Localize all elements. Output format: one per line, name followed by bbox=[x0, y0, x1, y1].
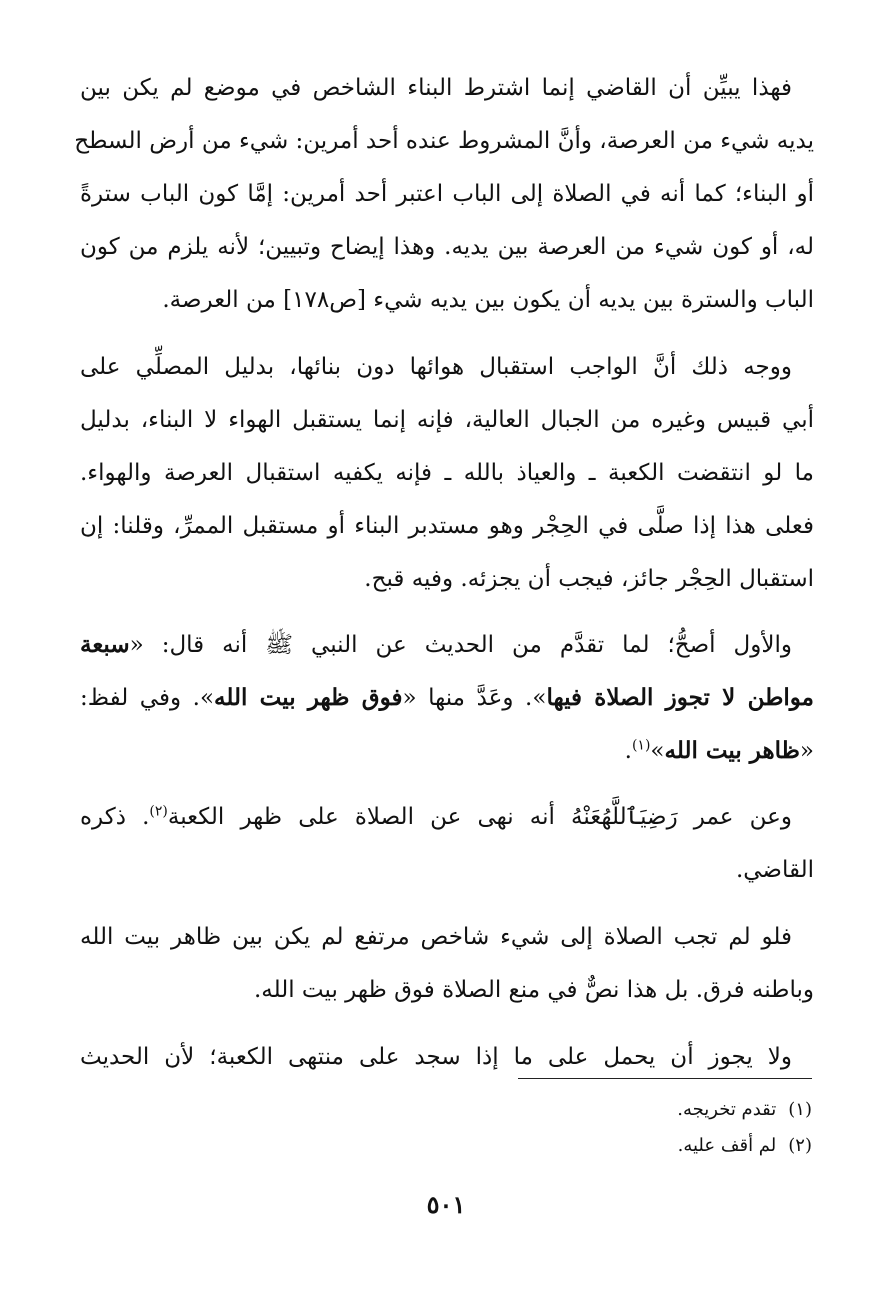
text-line: فعلى هذا إذا صلَّى في الحِجْر وهو مستدبر البناء أو مستقبل الممرِّ، وقلنا: إن bbox=[80, 513, 814, 539]
text-line: فلو لم تجب الصلاة إلى شيء شاخص مرتفع لم يكن بين ظاهر بيت الله bbox=[80, 924, 792, 950]
hadith-quote: سبعة bbox=[80, 631, 130, 658]
footnote-2 bbox=[112, 1128, 812, 1164]
hadith-quote: ظاهر بيت الله bbox=[664, 737, 800, 764]
text-line: ولا يجوز أن يحمل على ما إذا سجد على منتهى الكعبة؛ لأن الحديث bbox=[80, 1044, 792, 1070]
text-line: فهذا يبيِّن أن القاضي إنما اشترط البناء الشاخص في موضع لم يكن بين bbox=[80, 75, 792, 101]
paragraph-2 bbox=[80, 341, 814, 606]
text-line: أبي قبيس وغيره من الجبال العالية، فإنه إنما يستقبل الهواء لا البناء، بدليل bbox=[80, 407, 814, 433]
text-run: » bbox=[650, 738, 665, 764]
text-run: « bbox=[799, 738, 814, 764]
page-number: ٥٠١ bbox=[426, 1190, 466, 1219]
text-line: له، أو كون شيء من العرصة بين يديه. وهذا إيضاح وتبيين؛ لأنه يلزم من كون bbox=[80, 234, 814, 260]
footnote-number: (٢) bbox=[788, 1135, 812, 1156]
footnote-text: لم أقف عليه. bbox=[677, 1135, 777, 1156]
text-run: ». وعَدَّ منها « bbox=[402, 685, 547, 711]
text-line: يديه شيء من العرصة، وأنَّ المشروط عنده أحد أمرين: شيء من أرض السطح bbox=[74, 128, 814, 154]
text-line: ووجه ذلك أنَّ الواجب استقبال هوائها دون بنائها، بدليل المصلِّي على bbox=[80, 354, 792, 380]
text-line: الباب والسترة بين يديه أن يكون بين يديه شيء [ص١٧٨] من العرصة. bbox=[162, 287, 814, 313]
footnote-text: تقدم تخريجه. bbox=[677, 1099, 777, 1120]
paragraph-3 bbox=[80, 618, 814, 777]
text-line bbox=[80, 791, 814, 844]
paragraph-1 bbox=[74, 62, 814, 327]
text-line bbox=[80, 618, 814, 671]
main-text bbox=[74, 62, 814, 1094]
footnote-number: (١) bbox=[788, 1099, 812, 1120]
text-run: ». وفي لفظ: bbox=[80, 685, 215, 711]
text-run: . ذكره bbox=[80, 804, 150, 830]
text-run: وعن عمر رَضِيَٱللَّهُعَنْهُ أنه نهى عن الصلاة على ظهر الكعبة bbox=[167, 804, 792, 830]
paragraph-4 bbox=[80, 791, 814, 897]
text-line: استقبال الحِجْر جائز، فيجب أن يجزئه. وفيه قبح. bbox=[364, 566, 814, 592]
text-line: ما لو انتقضت الكعبة ـ والعياذ بالله ـ فإنه يكفيه استقبال العرصة والهواء. bbox=[80, 460, 814, 486]
text-line bbox=[80, 724, 814, 777]
text-line: أو البناء؛ كما أنه في الصلاة إلى الباب اعتبر أحد أمرين: إمَّا كون الباب سترةً bbox=[80, 181, 814, 207]
hadith-quote: فوق ظهر بيت الله bbox=[214, 684, 403, 711]
paragraph-5 bbox=[80, 911, 814, 1017]
paragraph-6 bbox=[80, 1031, 814, 1084]
text-line: القاضي. bbox=[735, 857, 814, 883]
footnote-ref[interactable]: (٢) bbox=[149, 803, 168, 820]
text-run: . bbox=[624, 738, 632, 764]
text-run: والأول أصحُّ؛ لما تقدَّم من الحديث عن النبي ﷺ أنه قال: « bbox=[129, 632, 792, 658]
text-line: وباطنه فرق. بل هذا نصٌّ في منع الصلاة فوق ظهر بيت الله. bbox=[253, 977, 814, 1003]
footnote-separator bbox=[518, 1078, 812, 1079]
footnote-ref[interactable]: (١) bbox=[631, 737, 651, 754]
text-line bbox=[80, 671, 814, 724]
hadith-quote: مواطن لا تجوز الصلاة فيها bbox=[546, 684, 814, 711]
footnote-1 bbox=[112, 1092, 812, 1128]
footnotes bbox=[112, 1092, 812, 1164]
